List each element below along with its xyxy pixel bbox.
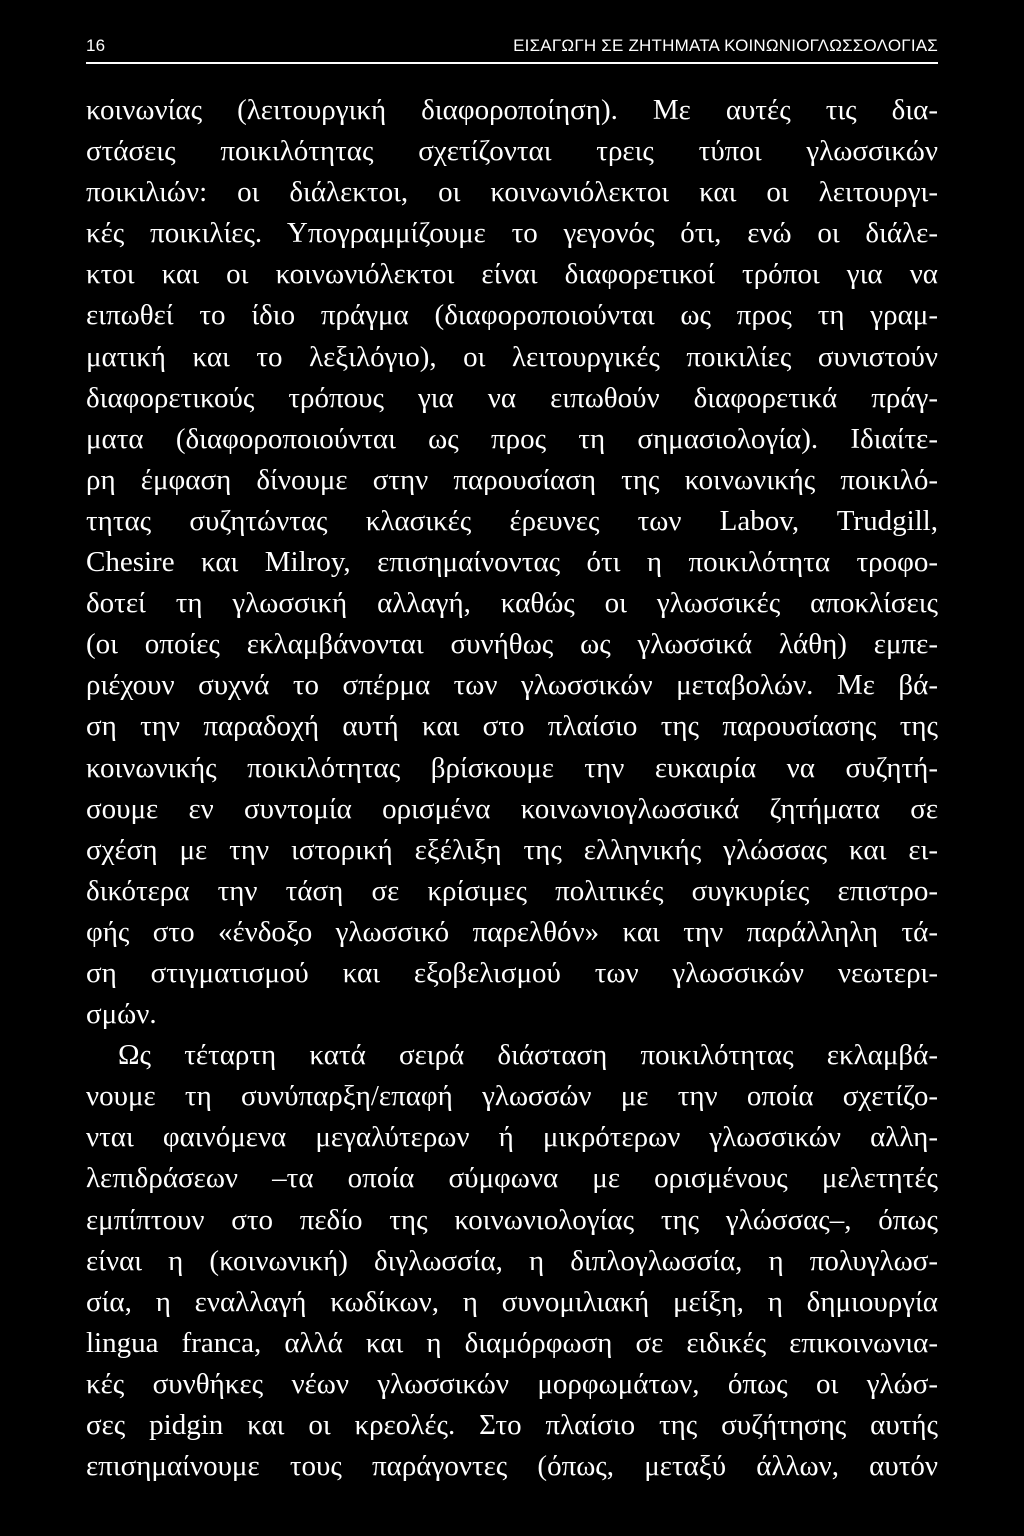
- body-text: [86, 90, 938, 1487]
- text-line: κοινωνικής ποικιλότητας βρίσκουμε την ευκαιρία να συζητή-: [86, 751, 938, 784]
- text-line: δικότερα την τάση σε κρίσιμες πολιτικές συγκυρίες επιστρο-: [86, 874, 938, 907]
- text-line: νουμε τη συνύπαρξη/επαφή γλωσσών με την οποία σχετίζο-: [86, 1080, 938, 1113]
- running-title: ΕΙΣΑΓΩΓΗ ΣΕ ΖΗΤΗΜΑΤΑ ΚΟΙΝΩΝΙΟΓΛΩΣΣΟΛΟΓΙΑΣ: [513, 36, 938, 55]
- text-line: φής στο «ένδοξο γλωσσικό παρελθόν» και την παράλληλη τά-: [86, 915, 938, 948]
- text-line: κοινωνίας (λειτουργική διαφοροποίηση). Με αυτές τις δια-: [86, 94, 938, 126]
- page-number: 16: [86, 36, 106, 55]
- text-line: επισημαίνουμε τους παράγοντες (όπως, μεταξύ άλλων, αυτόν: [86, 1450, 938, 1483]
- text-line: (οι οποίες εκλαμβάνονται συνήθως ως γλωσσικά λάθη) εμπε-: [86, 628, 938, 661]
- text-line: Ως τέταρτη κατά σειρά διάσταση ποικιλότητας εκλαμβά-: [118, 1039, 938, 1072]
- text-line: τητας συζητώντας κλασικές έρευνες των Labov, Trudgill,: [86, 504, 938, 537]
- text-line: κές συνθήκες νέων γλωσσικών μορφωμάτων, όπως οι γλώσ-: [86, 1367, 938, 1400]
- text-line: σμών.: [86, 998, 157, 1031]
- running-header: [86, 36, 938, 64]
- text-line: διαφορετικούς τρόπους για να ειπωθούν διαφορετικά πράγ-: [86, 381, 938, 414]
- text-line: εμπίπτουν στο πεδίο της κοινωνιολογίας της γλώσσας–, όπως: [86, 1203, 938, 1236]
- text-line: ειπωθεί το ίδιο πράγμα (διαφοροποιούνται ως προς τη γραμ-: [86, 299, 938, 332]
- text-line: σία, η εναλλαγή κωδίκων, η συνομιλιακή μείξη, η δημιουργία: [86, 1285, 938, 1318]
- text-line: ριέχουν συχνά το σπέρμα των γλωσσικών μεταβολών. Με βά-: [86, 669, 938, 702]
- text-line: είναι η (κοινωνική) διγλωσσία, η διπλογλωσσία, η πολυγλωσ-: [86, 1244, 938, 1277]
- text-line: lingua franca, αλλά και η διαμόρφωση σε ειδικές επικοινωνια-: [86, 1326, 938, 1359]
- text-line: κές ποικιλίες. Υπογραμμίζουμε το γεγονός ότι, ενώ οι διάλε-: [86, 217, 938, 250]
- text-line: ρη έμφαση δίνουμε στην παρουσίαση της κοινωνικής ποικιλό-: [86, 463, 938, 496]
- text-line: λεπιδράσεων –τα οποία σύμφωνα με ορισμένους μελετητές: [86, 1162, 938, 1195]
- text-line: στάσεις ποικιλότητας σχετίζονται τρεις τύποι γλωσσικών: [86, 135, 938, 168]
- text-line: νται φαινόμενα μεγαλύτερων ή μικρότερων γλωσσικών αλλη-: [86, 1121, 938, 1154]
- text-line: σες pidgin και οι κρεολές. Στο πλαίσιο της συζήτησης αυτής: [86, 1409, 938, 1441]
- text-line: ποικιλιών: οι διάλεκτοι, οι κοινωνιόλεκτοι και οι λειτουργι-: [86, 176, 938, 209]
- text-line: ματική και το λεξιλόγιο), οι λειτουργικές ποικιλίες συνιστούν: [86, 340, 938, 373]
- text-line: ση στιγματισμού και εξοβελισμού των γλωσσικών νεωτερι-: [86, 956, 938, 989]
- text-line: ση την παραδοχή αυτή και στο πλαίσιο της παρουσίασης της: [86, 710, 938, 743]
- text-line: σχέση με την ιστορική εξέλιξη της ελληνικής γλώσσας και ει-: [86, 833, 938, 866]
- text-line: κτοι και οι κοινωνιόλεκτοι είναι διαφορετικοί τρόποι για να: [86, 258, 938, 291]
- text-line: σουμε εν συντομία ορισμένα κοινωνιογλωσσικά ζητήματα σε: [86, 792, 938, 825]
- text-line: δοτεί τη γλωσσική αλλαγή, καθώς οι γλωσσικές αποκλίσεις: [86, 587, 938, 620]
- text-line: Chesire και Milroy, επισημαίνοντας ότι η ποικιλότητα τροφο-: [86, 546, 938, 579]
- text-line: ματα (διαφοροποιούνται ως προς τη σημασιολογία). Ιδιαίτε-: [86, 422, 938, 455]
